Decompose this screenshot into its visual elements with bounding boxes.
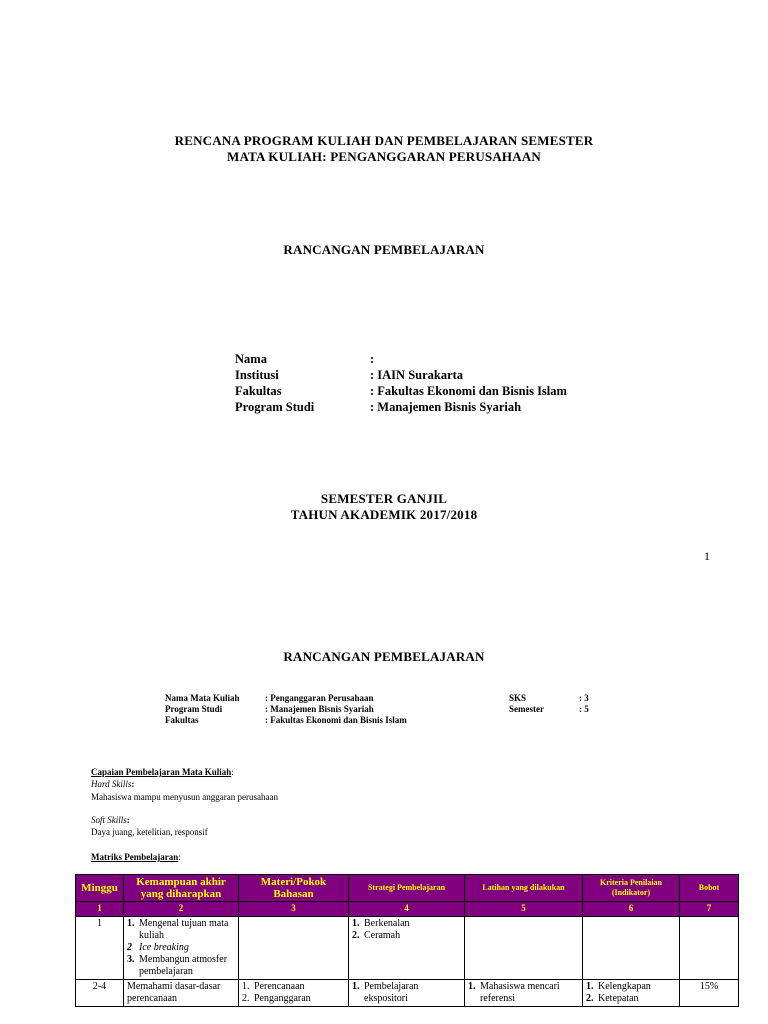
column-number: 2 [124,902,239,917]
cell-minggu: 2-4 [76,980,124,1007]
list-item [352,981,461,1005]
kemampuan-list [127,918,235,978]
list-item [127,942,235,954]
list-number: 1. [127,918,135,929]
document-title-line2: MATA KULIAH: PENGANGGARAN PERUSAHAAN [226,149,542,164]
list-item [127,918,235,942]
soft-skills-label: Soft Skills [91,815,127,825]
semester-label: SEMESTER GANJIL [320,491,448,506]
list-number: 1. [586,981,594,992]
cell-kemampuan: Memahami dasar-dasar perencanaan [124,980,239,1007]
kriteria-list [586,981,676,1005]
matrix-header-row [76,875,739,902]
cell-strategi [349,917,465,980]
list-item [586,981,676,993]
list-number: 3. [127,954,135,965]
strategi-list [352,981,461,1005]
course-info-label2: SKS [509,693,527,703]
info-row-nama [235,351,655,367]
cover-info-block [235,351,655,415]
matrix-number-row [76,902,739,917]
cell-strategi [349,980,465,1007]
list-text: Perencanaan [254,981,305,992]
list-item [586,993,676,1005]
list-number: 1. [352,918,360,929]
list-text: Pembelajaran ekspositori [364,981,419,1004]
info-value: : Fakultas Ekonomi dan Bisnis Islam [370,384,567,398]
header-minggu: Minggu [76,875,124,902]
list-text: Membangun atmosfer pembelajaran [139,954,228,977]
header-kemampuan: Kemampuan akhir yang diharapkan [124,875,239,902]
latihan-list [468,981,579,1005]
list-text: Ceramah [364,930,401,941]
course-info-value: : Manajemen Bisnis Syariah [265,704,374,714]
page2-heading: RANCANGAN PEMBELAJARAN [283,649,485,664]
list-number: 2. [586,993,594,1004]
cell-bobot [680,917,739,980]
list-item [127,954,235,978]
page-number: 1 [704,549,710,563]
info-value: : Manajemen Bisnis Syariah [370,400,522,414]
matrix-colon: : [178,852,181,862]
list-item [352,918,461,930]
hard-skills-label: Hard Skills [91,779,132,789]
list-item [242,993,345,1005]
info-value: : IAIN Surakarta [370,368,464,382]
info-row-program-studi [235,399,655,415]
hard-skills-heading [91,779,134,790]
list-text: Mengenal tujuan mata kuliah [139,918,229,941]
list-item [468,981,579,1005]
cell-latihan [465,980,583,1007]
info-label: Program Studi [235,400,315,414]
list-text: Ketepatan [598,993,639,1004]
list-number: 1. [242,981,250,992]
list-text: Ice breaking [139,942,189,953]
list-text: Berkenalan [364,918,410,929]
list-number: 2. [242,993,250,1004]
info-row-fakultas [235,383,655,399]
soft-skills-colon: : [126,815,130,825]
cell-bobot: 15% [680,980,739,1007]
cell-materi [239,980,349,1007]
cover-subtitle: RANCANGAN PEMBELAJARAN [283,242,485,257]
course-info-row [165,693,635,704]
header-materi: Materi/Pokok Bahasan [239,875,349,902]
table-row [76,917,739,980]
course-info-label: Nama Mata Kuliah [165,693,240,703]
info-value: : [370,352,375,366]
cell-kemampuan [124,917,239,980]
cpmk-heading [91,767,234,778]
course-info-row [165,715,635,726]
table-row [76,980,739,1007]
header-strategi: Strategi Pembelajaran [349,875,465,902]
list-item [242,981,345,993]
course-info-value2: : 3 [579,693,589,703]
list-number: 2 [127,942,132,953]
soft-skills-heading [91,815,130,826]
list-number: 1. [468,981,476,992]
column-number: 6 [583,902,680,917]
cell-minggu: 1 [76,917,124,980]
cell-kriteria [583,980,680,1007]
column-number: 1 [76,902,124,917]
soft-skills-text: Daya juang, ketelitian, responsif [91,827,208,837]
column-number: 7 [680,902,739,917]
hard-skills-text: Mahasiswa mampu menyusun anggaran perusahaan [91,792,278,802]
course-info-block [165,693,635,726]
column-number: 3 [239,902,349,917]
course-info-value: : Penganggaran Perusahaan [265,693,374,703]
course-info-label: Fakultas [165,715,199,725]
cell-latihan [465,917,583,980]
matrix-label: Matriks Pembelajaran [91,852,179,862]
info-label: Nama [235,352,267,366]
list-number: 1. [352,981,360,992]
header-kriteria: Kriteria Penilaian (Indikator) [583,875,680,902]
materi-list [242,981,345,1005]
column-number: 4 [349,902,465,917]
header-bobot: Bobot [680,875,739,902]
course-info-value: : Fakultas Ekonomi dan Bisnis Islam [265,715,407,725]
cpmk-label: Capaian Pembelajaran Mata Kuliah [91,767,232,777]
hard-skills-colon: : [131,779,135,789]
strategi-list [352,918,461,942]
learning-matrix-table [75,874,739,1007]
info-label: Institusi [235,368,279,382]
list-text: Kelengkapan [598,981,651,992]
academic-year-label: TAHUN AKADEMIK 2017/2018 [290,507,478,522]
document-title-line1: RENCANA PROGRAM KULIAH DAN PEMBELAJARAN SEMESTER [174,133,594,148]
list-text: Mahasiswa mencari referensi [480,981,560,1004]
course-info-value2: : 5 [579,704,589,714]
course-info-label: Program Studi [165,704,223,714]
info-row-institusi [235,367,655,383]
cell-materi [239,917,349,980]
column-number: 5 [465,902,583,917]
info-label: Fakultas [235,384,282,398]
list-text: Penganggaran [254,993,311,1004]
header-latihan: Latihan yang dilakukan [465,875,583,902]
cell-kriteria [583,917,680,980]
course-info-label2: Semester [509,704,544,714]
matrix-heading [91,852,181,863]
list-number: 2. [352,930,360,941]
course-info-row [165,704,635,715]
cpmk-colon: : [231,767,234,777]
list-item [352,930,461,942]
